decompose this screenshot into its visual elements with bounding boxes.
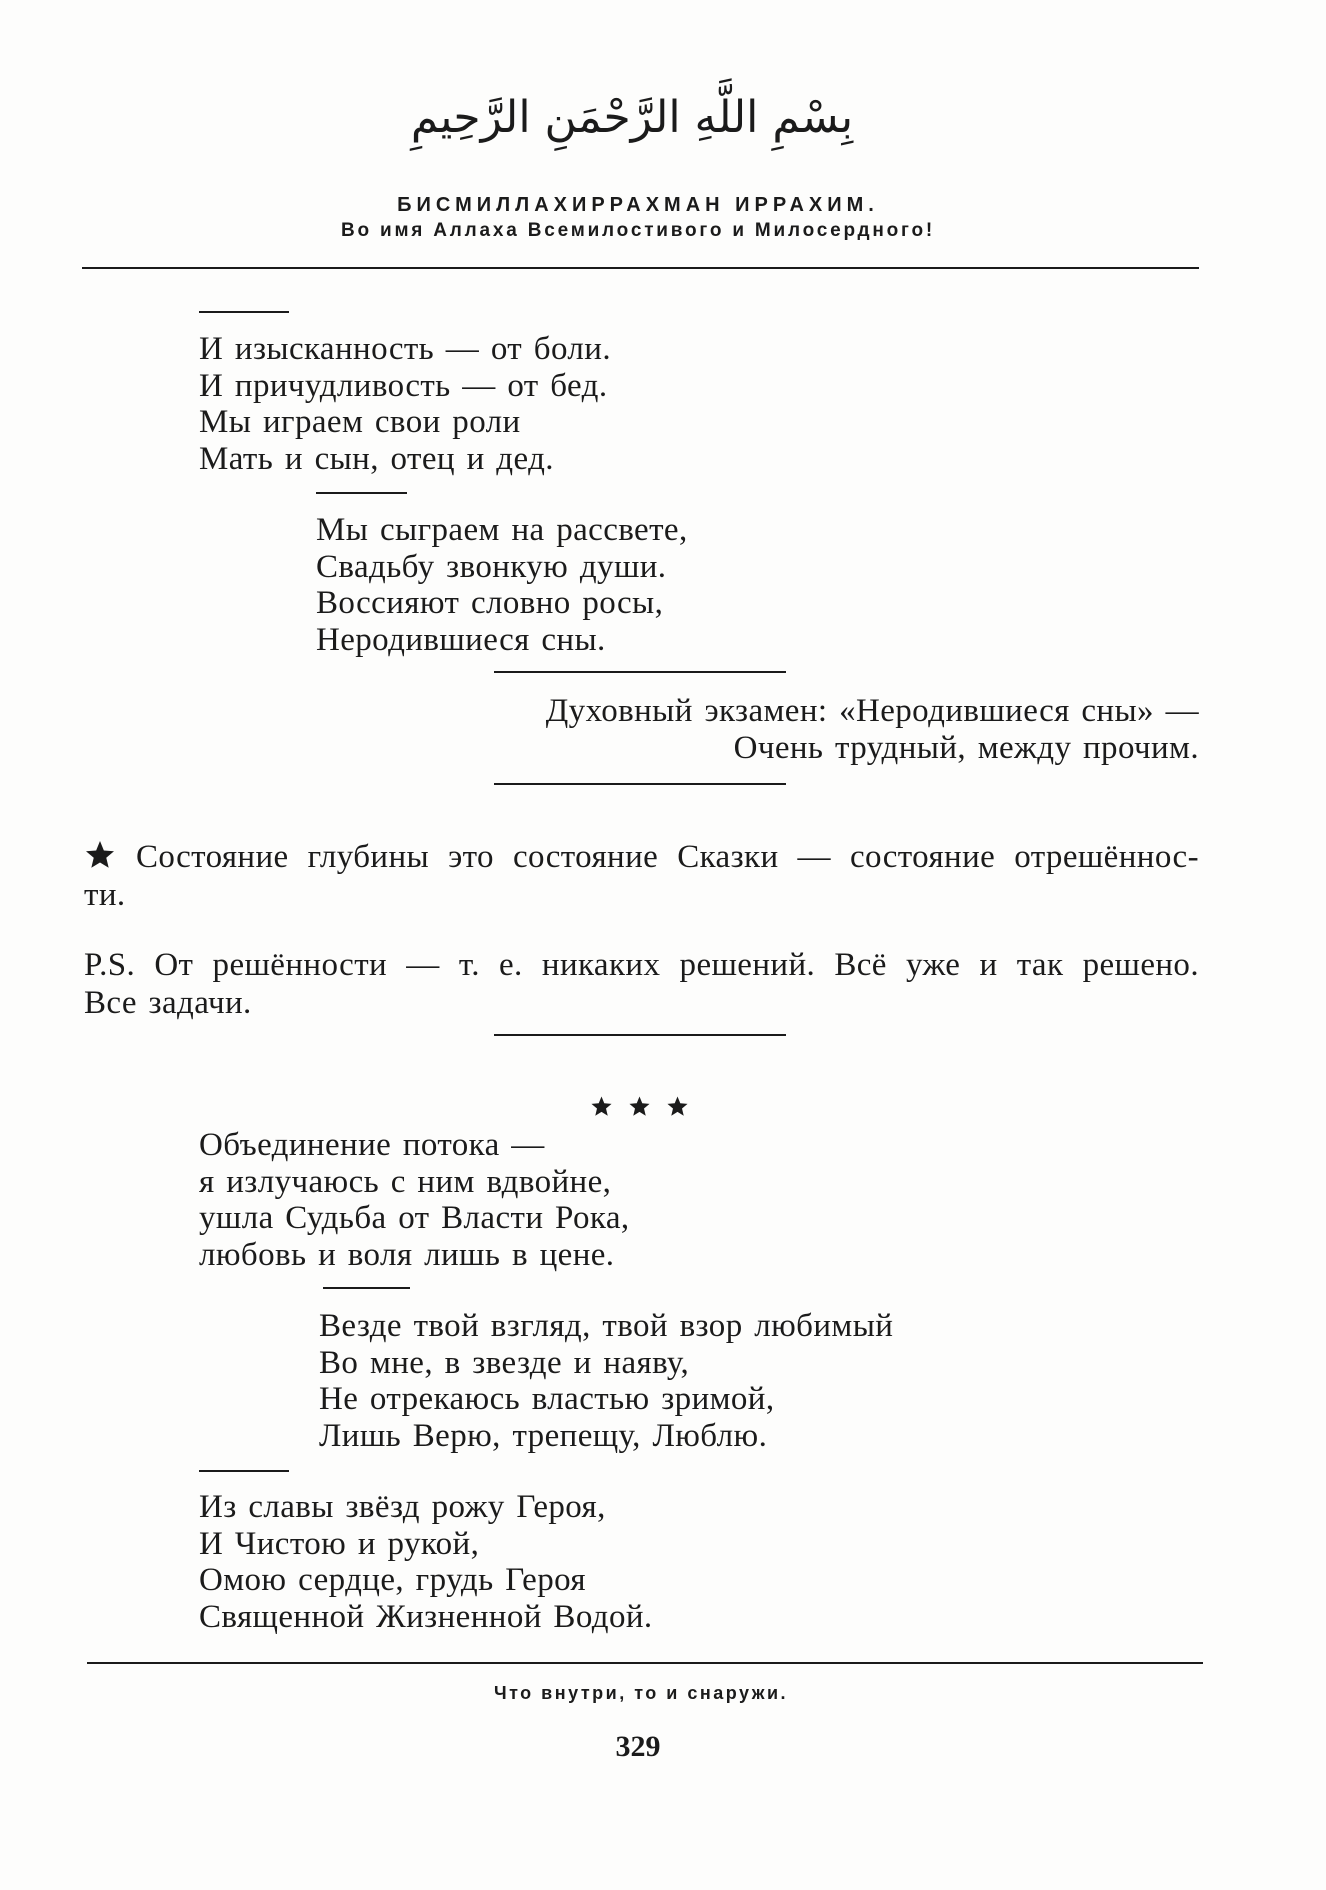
ps-line: Все задачи. xyxy=(84,985,252,1021)
verse-line: Не отрекаюсь властью зримой, xyxy=(319,1381,775,1417)
verse-line: Неродившиеся сны. xyxy=(316,621,606,658)
verse-line: Везде твой взгляд, твой взор любимый xyxy=(319,1308,894,1344)
note-line: ти. xyxy=(84,877,126,913)
short-divider xyxy=(323,1287,410,1289)
verse-line: Свадьбу звонкую души. xyxy=(316,548,667,585)
section-divider xyxy=(494,1034,786,1036)
verse-line: Мать и сын, отец и дед. xyxy=(199,440,554,477)
verse-line: Омою сердце, грудь Героя xyxy=(199,1562,586,1598)
verse-line: Мы сыграем на рассвете, xyxy=(316,512,688,548)
star-icon xyxy=(666,1095,689,1118)
verse-line: И изысканность — от боли. xyxy=(199,331,612,367)
stanza xyxy=(199,1489,653,1635)
note-line xyxy=(84,838,1199,876)
ps-line: P.S. От решённости — т. е. никаких решений. Всё уже и так решено. xyxy=(84,947,1199,983)
short-divider xyxy=(316,492,407,494)
verse-line: И Чистою и рукой, xyxy=(199,1525,480,1562)
asterism-divider xyxy=(590,1095,689,1118)
verse-line: Мы играем свои роли xyxy=(199,404,521,440)
stanza xyxy=(199,1127,630,1273)
header-subtitle: Во имя Аллаха Всемилостивого и Милосердного! xyxy=(340,220,936,241)
verse-line: Во мне, в звезде и наяву, xyxy=(319,1344,690,1381)
verse-line: И причудливость — от бед. xyxy=(199,367,608,404)
verse-line: Священной Жизненной Водой. xyxy=(199,1598,653,1635)
epigraph-line: Духовный экзамен: «Неродившиеся сны» — xyxy=(545,693,1199,729)
note-text: Состояние глубины это состояние Сказки — состояние отрешённос- xyxy=(136,839,1199,875)
star-icon xyxy=(590,1095,613,1118)
ps-note xyxy=(84,946,1199,1022)
short-divider xyxy=(199,311,289,313)
star-note xyxy=(84,838,1199,914)
header-rule xyxy=(82,267,1199,269)
footer-motto: Что внутри, то и снаружи. xyxy=(493,1683,789,1703)
stanza xyxy=(319,1308,893,1454)
verse-line: любовь и воля лишь в цене. xyxy=(199,1236,615,1273)
page-number: 329 xyxy=(615,1730,661,1763)
section-divider xyxy=(494,783,786,785)
verse-line: я излучаюсь с ним вдвойне, xyxy=(199,1163,612,1200)
epigraph-line: Очень трудный, между прочим. xyxy=(733,730,1199,766)
verse-line: Объединение потока — xyxy=(199,1127,545,1163)
star-icon xyxy=(628,1095,651,1118)
stanza xyxy=(316,512,688,658)
verse-line: Воссияют словно росы, xyxy=(316,585,664,621)
header-title: БИСМИЛЛАХИРРАХМАН ИРРАХИМ. xyxy=(397,194,879,216)
footer-rule xyxy=(87,1662,1203,1664)
verse-line: Лишь Верю, трепещу, Люблю. xyxy=(319,1417,768,1454)
verse-line: ушла Судьба от Власти Рока, xyxy=(199,1200,630,1236)
short-divider xyxy=(199,1470,289,1472)
stanza xyxy=(199,331,611,477)
epigraph xyxy=(399,693,1199,767)
verse-line: Из славы звёзд рожу Героя, xyxy=(199,1489,606,1525)
section-divider xyxy=(494,671,786,673)
bismillah-calligraphy: بِسْمِ اللَّهِ الرَّحْمَنِ الرَّحِيمِ xyxy=(410,92,854,143)
star-icon xyxy=(84,839,116,871)
